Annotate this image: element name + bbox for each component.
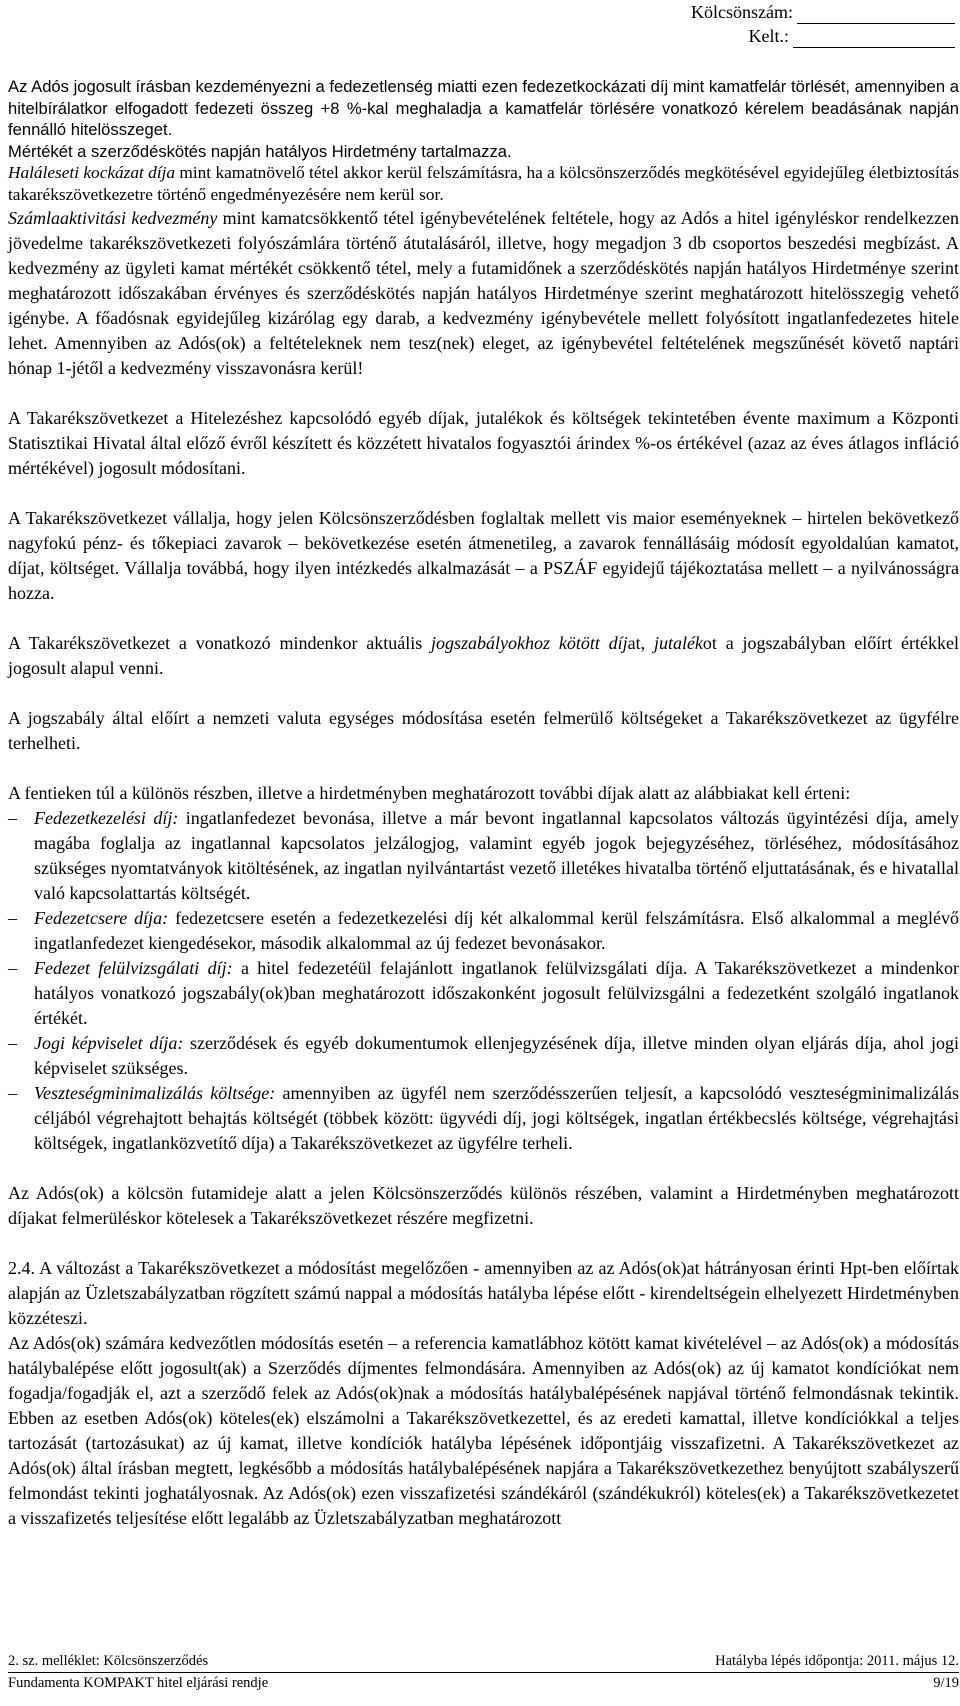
list-item: – Fedezet felülvizsgálati díj: a hitel fedezetéül felajánlott ingatlanok felülvizsgálati díja. A Takarékszövetkezet a mindenkor hatályos vonatkozó jogszabály(ok)ban meghatározott időszakonként jogosult felülvizsgálni a fedezetként szolgáló ingatlanok értékét.	[8, 956, 959, 1031]
contract-number-blank	[797, 5, 955, 24]
date-row	[691, 24, 955, 48]
term-death-risk-fee: Haláleseti kockázat díja	[8, 163, 176, 183]
footer-line-1	[8, 1651, 959, 1673]
paragraph-risk-fee-removal: Az Adós jogosult írásban kezdeményezni a fedezetlenség miatti ezen fedezetkockázati díj mint kamatfelár törlését, amennyiben a hitelbírálatkor elfogadott fedezeti összeg +8 %-kal meghaladja a kamatfelár törlésére vonatkozó kérelem beadásának napján fennálló hitelösszeget.	[8, 77, 959, 140]
date-label: Kelt.:	[748, 26, 789, 46]
paragraph-section-2-4: 2.4. A változást a Takarékszövetkezet a módosítást megelőzően - amennyiben az az Adós(ok)at hátrányosan érinti Hpt-ben előírtak alapján az Üzletszabályzatban rögzített számú nappal a módosítás hatályba lépése előtt - kirendeltségein elhelyezett Hirdetményben közzéteszi.	[8, 1257, 959, 1328]
footer-page-number: 9/19	[933, 1675, 959, 1691]
paragraph-account-activity-discount: Számlaaktivitási kedvezmény mint kamatcsökkentő tétel igénybevételének feltétele, hogy az Adós a hitel igényléskor rendelkezzen jövedelme takarékszövetkezeti folyószámlára történő átutalásáról, illetve, hogy megadjon 3 db csoportos beszedési megbízást. A kedvezmény az ügyleti kamat mértékét csökkentő tétel, mely a futamidőnek a szerződéskötés napján hatályos Hirdetménye szerint meghatározott időszakában érvényes és szerződéskötés napján hatályos Hirdetménye szerint meghatározott hitelösszegig vehető igénybe. A főadósnak egyidejűleg kizárólag egy darab, a kedvezmény igénybevétele mellett folyósított ingatlanfedezetes hitele lehet. Amennyiben az Adós(ok) a feltételeknek nem tesz(nek) eleget, az igénybevétel feltételének megszűnését követő naptári hónap 1-jétől a kedvezmény visszavonásra kerül!	[8, 207, 959, 378]
paragraph-death-risk-fee: Haláleseti kockázat díja mint kamatnövelő tétel akkor kerül felszámításra, ha a kölcsönszerződés megkötésével egyidejűleg életbiztosítás takarékszövetkezetre történő engedményezésére nem kerül sor.	[8, 163, 960, 204]
list-item: – Veszteségminimalizálás költsége: amennyiben az ügyfél nem szerződésszerűen teljesít, a kapcsolódó veszteségminimalizálás céljából végrehajtott behajtás költségét (többek között: ügyvédi díj, jogi költségek, ingatlan értékbecslés költsége, végrehajtási költségek, ingatlanközvetítő díja) a Takarékszövetkezet az ügyfélre terheli.	[8, 1081, 959, 1156]
fee-list	[8, 806, 959, 1156]
paragraph-statutory-fees: A Takarékszövetkezet a vonatkozó mindenkor aktuális jogszabályokhoz kötött díjat, jutalékot a jogszabályban előírt értékkel jogosult alapul venni.	[8, 632, 960, 678]
footer-doc-title: Fundamenta KOMPAKT hitel eljárási rendje	[8, 1675, 269, 1691]
paragraph-vis-maior: A Takarékszövetkezet vállalja, hogy jelen Kölcsönszerződésben foglaltak mellett vis maior eseményeknek – hirtelen bekövetkező nagyfokú pénz- és tőkepiaci zavarok – bekövetkezése esetén átmenetileg, a zavarok fennállásáig módosít egyoldalúan kamatot, díjat, költséget. Vállalja továbbá, hogy ilyen intézkedés alkalmazását – a PSZÁF egyidejű tájékoztatása mellett – a nyilvánosságra hozza.	[8, 507, 959, 603]
paragraph-fee-payment: Az Adós(ok) a kölcsön futamideje alatt a jelen Kölcsönszerződés különös részében, valamint a Hirdetményben meghatározott díjakat felmerüléskor kötelesek a Takarékszövetkezet részére megfizetni.	[8, 1182, 959, 1228]
paragraph-currency-change: A jogszabály által előírt a nemzeti valuta egységes módosítása esetén felmerülő költségeket a Takarékszövetkezet az ügyfélre terhelheti.	[8, 707, 959, 753]
contract-number-row	[691, 0, 955, 24]
footer-line-2	[8, 1673, 959, 1694]
paragraph-fee-indexation: A Takarékszövetkezet a Hitelezéshez kapcsolódó egyéb díjak, jutalékok és költségek tekintetében évente maximum a Központi Statisztikai Hivatal által előző évről készített és közzétett hivatalos fogyasztói árindex %-os értékével (azaz az éves átlagos infláció mértékével) jogosult módosítani.	[8, 407, 959, 478]
page-footer	[8, 1651, 959, 1694]
term-account-activity-discount: Számlaaktivitási kedvezmény	[8, 207, 218, 228]
footer-effective-date: Hatályba lépés időpontja: 2011. május 12.	[715, 1653, 959, 1669]
date-blank	[793, 29, 955, 48]
document-body	[8, 76, 959, 1531]
paragraph-risk-fee-amount: Mértékét a szerződéskötés napján hatályos Hirdetmény tartalmazza.	[8, 141, 512, 161]
list-item: – Fedezetcsere díja: fedezetcsere esetén a fedezetkezelési díj két alkalommal kerül felszámításra. Első alkalommal a meglévő ingatlanfedezet kiengedésekor, második alkalommal az új fedezet bevonásakor.	[8, 906, 959, 956]
contract-number-label: Kölcsönszám:	[691, 2, 793, 22]
list-item: – Jogi képviselet díja: szerződések és egyéb dokumentumok ellenjegyzésének díja, illetve minden olyan eljárás díja, ahol jogi képviselet szükséges.	[8, 1031, 959, 1081]
document-page	[8, 0, 959, 1706]
page-header	[691, 0, 955, 48]
footer-attachment: 2. sz. melléklet: Kölcsönszerződés	[8, 1653, 209, 1669]
list-item: – Fedezetkezelési díj: ingatlanfedezet bevonása, illetve a már bevont ingatlannal kapcsolatos változás ügyintézési díja, amely magába foglalja az ingatlannal kapcsolatos jelzálogjog, valamint egyéb jogok bejegyzéséhez, törléséhez, módosításához szükséges nyomtatványok kitöltésének, az ingatlan nyilvántartást vezető illetékes hivatalba történő eljuttatásának, és e hivatallal való kapcsolattartás költségét.	[8, 806, 959, 906]
paragraph-fee-list-intro: A fentieken túl a különös részben, illetve a hirdetményben meghatározott további díjak alatt az alábbiakat kell érteni:	[8, 782, 851, 803]
paragraph-unfavourable-change: Az Adós(ok) számára kedvezőtlen módosítás esetén – a referencia kamatlábhoz kötött kamat kivételével – az Adós(ok) a módosítás hatálybalépése előtt jogosult(ak) a Szerződés díjmentes felmondására. Amennyiben az Adós(ok) az új kamatot kondíciókat nem fogadja/fogadják el, azt a szerződő felek az Adós(ok)nak a módosítás hatálybalépésének napjával történő felmondásnak tekintik. Ebben az esetben Adós(ok) köteles(ek) elszámolni a Takarékszövetkezettel, és az eredeti kamattal, illetve kondíciókkal a teljes tartozását (tartozásukat) az új kamat, illetve kondíciók hatályba lépésének időpontjáig visszafizetni. A Takarékszövetkezet az Adós(ok) által írásban megtett, legkésőbb a módosítás hatálybalépésének napjára a Takarékszövetkezethez benyújtott szabályszerű felmondást tekinti joghatályosnak. Az Adós(ok) ezen visszafizetési szándékáról (szándékukról) köteles(ek) a Takarékszövetkezetet a visszafizetés teljesítése előtt legalább az Üzletszabályzatban meghatározott	[8, 1332, 959, 1528]
